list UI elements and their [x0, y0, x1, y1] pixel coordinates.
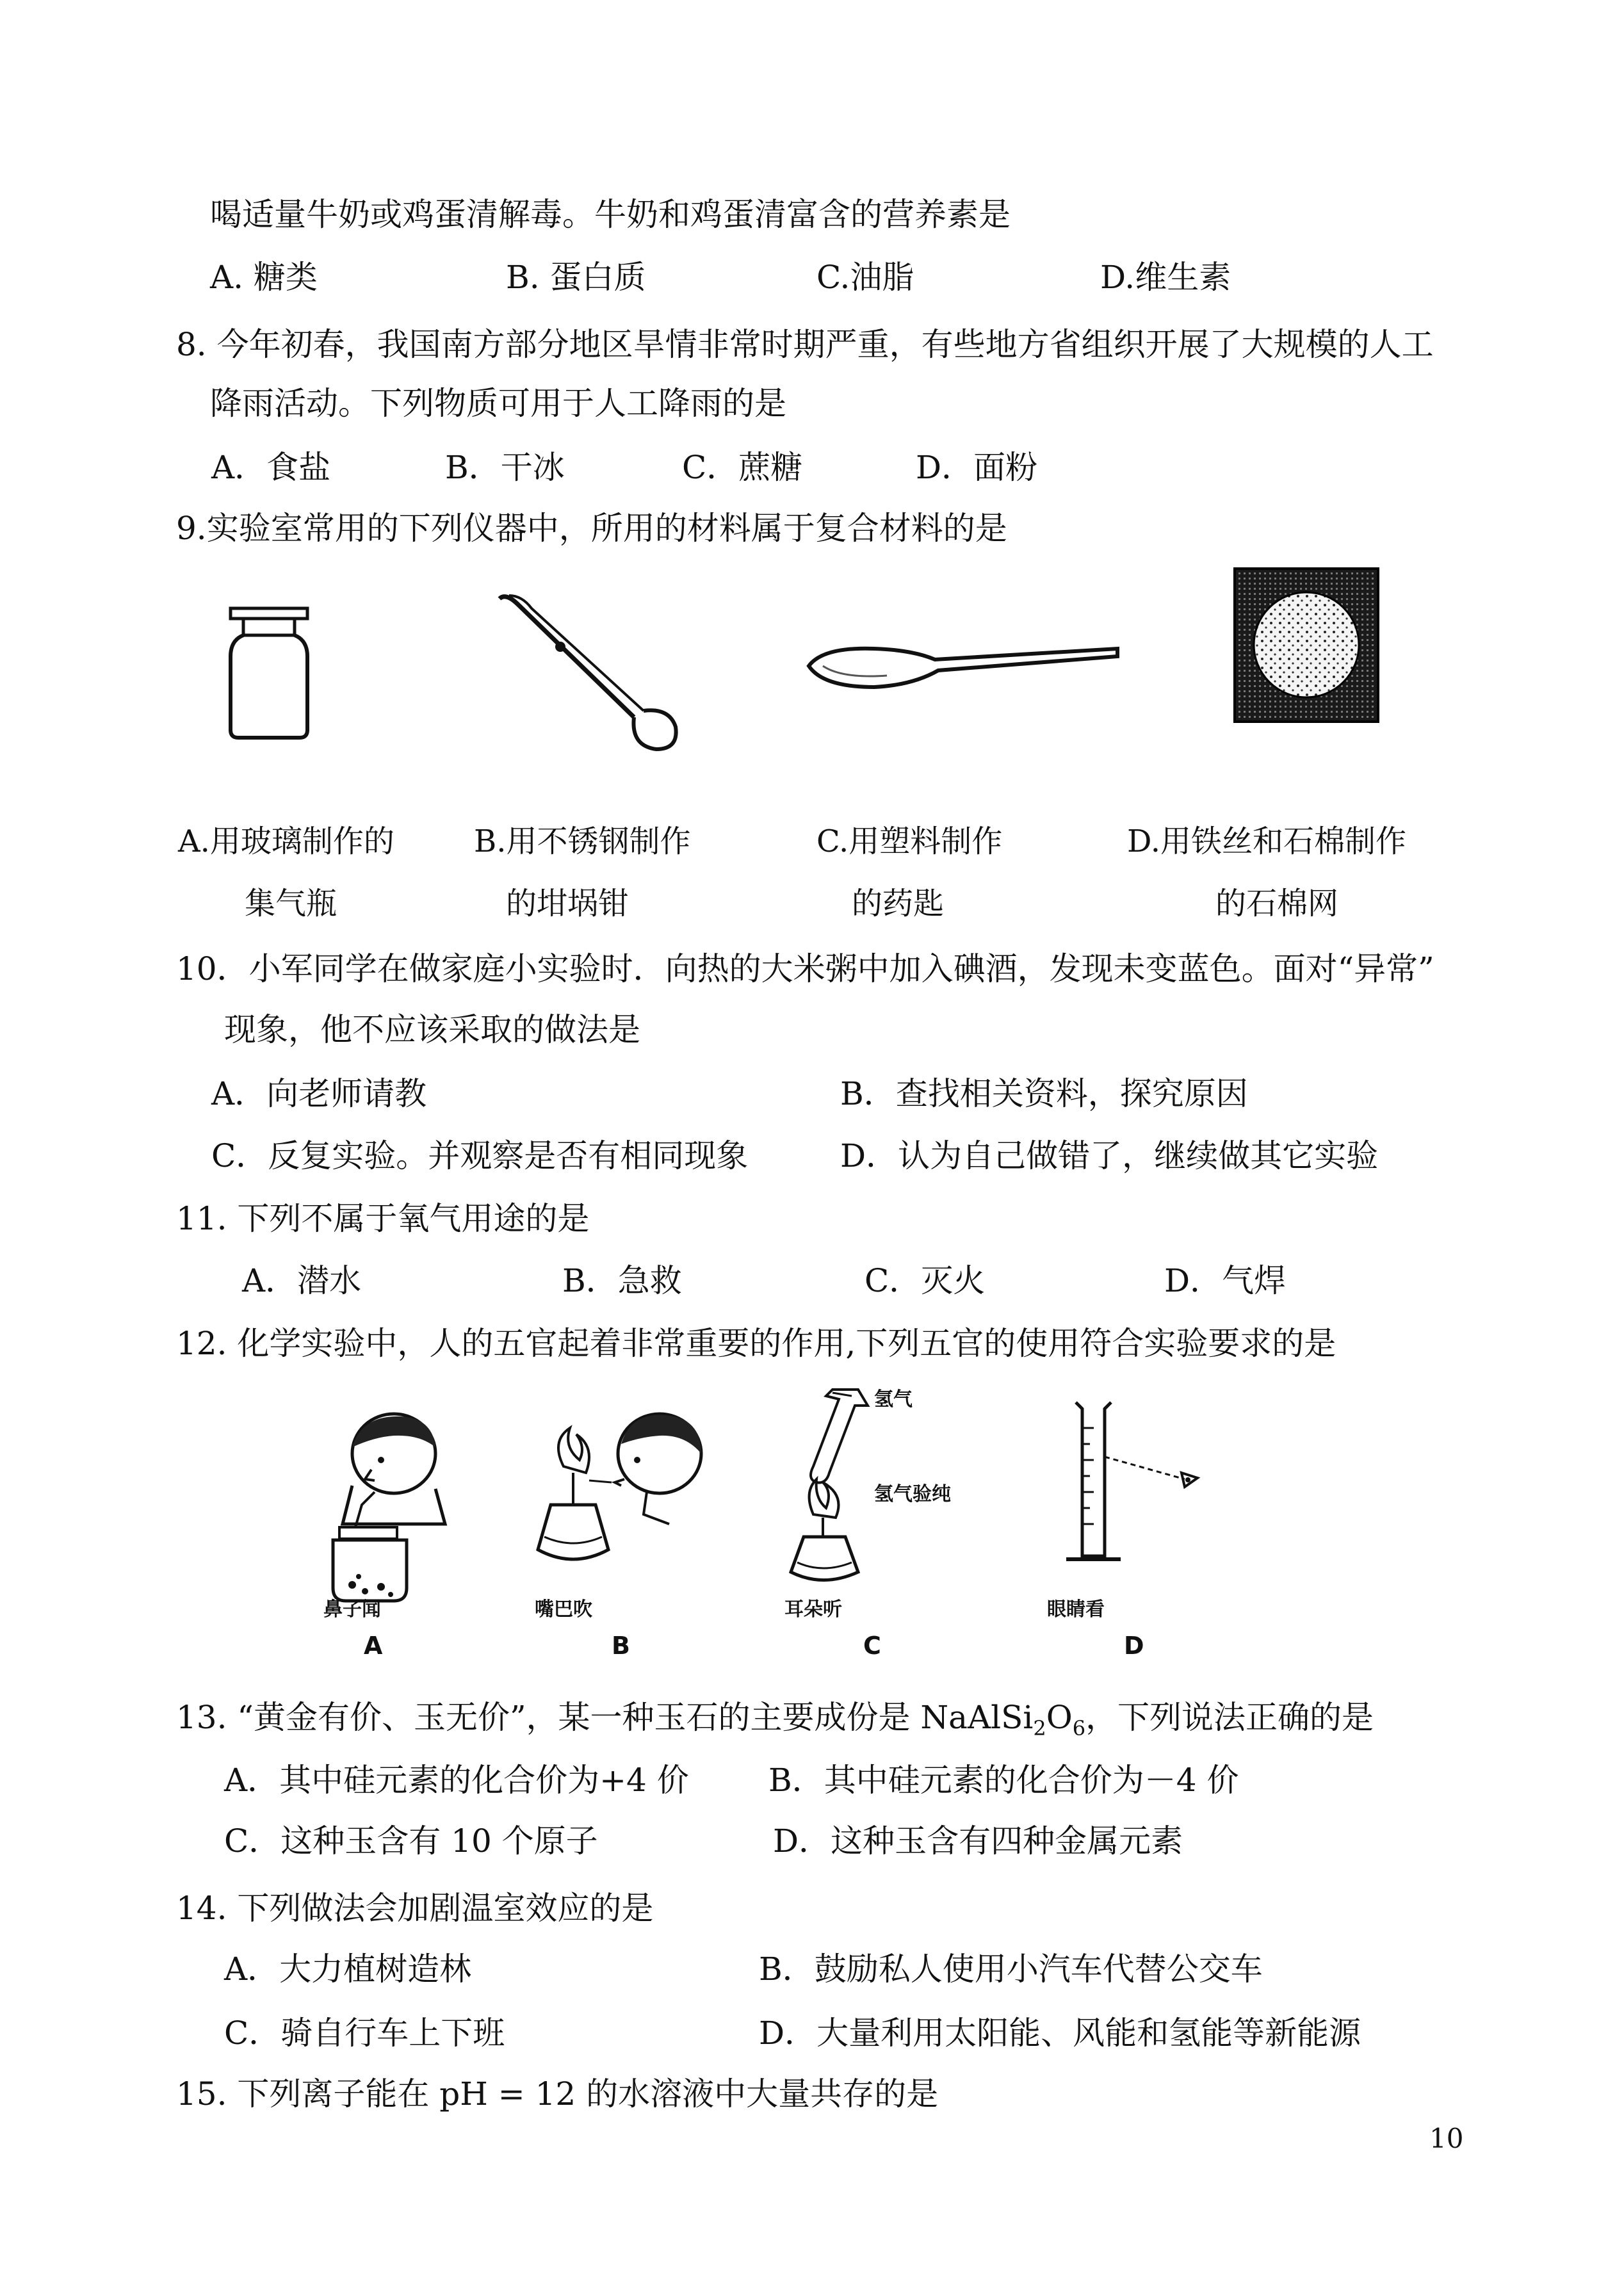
- q13-text: 13. “黄金有价、玉无价”，某一种玉石的主要成份是 $NaAlSi_2O_6$，下列说法正确的是: [176, 1699, 1374, 1740]
- q7-text: 喝适量牛奶或鸡蛋清解毒。牛奶和鸡蛋清富含的营养素是: [210, 196, 1011, 233]
- q13-option-c: C．这种玉含有 10 个原子: [224, 1822, 598, 1860]
- q8-option-b: B．干冰: [445, 449, 565, 486]
- q9-caption-a-line2: 集气瓶: [245, 886, 337, 921]
- q9-caption-d-line1: D.用铁丝和石棉制作: [1127, 823, 1407, 859]
- graduated-cylinder-figure: [1050, 1396, 1217, 1575]
- smell-figure: [317, 1409, 464, 1620]
- q11-option-b: B．急救: [562, 1262, 682, 1299]
- q12-label-c: 耳朵听: [784, 1598, 842, 1621]
- q8-text-line2: 降雨活动。下列物质可用于人工降雨的是: [210, 385, 786, 422]
- q11-option-a: A．潜水: [242, 1262, 362, 1299]
- blow-figure: [525, 1409, 717, 1594]
- q14-option-a: A．大力植树造林: [224, 1950, 472, 1988]
- q7-option-b: B. 蛋白质: [506, 259, 646, 296]
- q12-letter-d: D: [1124, 1632, 1144, 1660]
- q13-option-d: D．这种玉含有四种金属元素: [773, 1822, 1183, 1860]
- q8-option-d: D．面粉: [916, 449, 1038, 486]
- q14-option-b: B．鼓励私人使用小汽车代替公交车: [759, 1950, 1263, 1988]
- q14-option-c: C．骑自行车上下班: [224, 2015, 505, 2052]
- crucible-tongs-figure: [493, 589, 685, 756]
- medicine-spoon-figure: [804, 631, 1124, 701]
- q7-option-a: A. 糖类: [210, 259, 318, 296]
- q8-option-c: C．蔗糖: [682, 449, 803, 486]
- q12-tube-label: 氢气: [874, 1388, 913, 1411]
- q7-option-d: D.维生素: [1100, 259, 1231, 296]
- q12-label-d: 眼睛看: [1047, 1598, 1105, 1621]
- q12-letter-a: A: [364, 1632, 383, 1660]
- q10-option-d: D．认为自己做错了，继续做其它实验: [840, 1137, 1379, 1174]
- q8-text-line1: 8. 今年初春，我国南方部分地区旱情非常时期严重，有些地方省组织开展了大规模的人工: [176, 326, 1434, 363]
- q9-caption-b-line2: 的坩埚钳: [506, 886, 629, 921]
- q12-letter-b: B: [612, 1632, 630, 1660]
- asbestos-gauze-figure: [1233, 567, 1380, 724]
- q10-option-c: C．反复实验。并观察是否有相同现象: [211, 1137, 749, 1174]
- q12-test-label: 氢气验纯: [874, 1483, 951, 1505]
- q9-caption-b-line1: B.用不锈钢制作: [474, 823, 691, 859]
- q12-letter-c: C: [863, 1632, 881, 1660]
- q11-option-d: D．气焊: [1164, 1262, 1287, 1299]
- q14-text: 14. 下列做法会加剧温室效应的是: [176, 1890, 654, 1927]
- q12-label-a: 鼻子闻: [323, 1598, 381, 1621]
- q9-caption-d-line2: 的石棉网: [1215, 886, 1339, 921]
- page-number: 10: [1429, 2123, 1464, 2154]
- q10-option-a: A．向老师请教: [211, 1075, 427, 1112]
- q11-option-c: C．灭火: [865, 1262, 986, 1299]
- q8-option-a: A．食盐: [211, 449, 331, 486]
- q13-option-a: A．其中硅元素的化合价为+4 价: [224, 1762, 689, 1799]
- q10-option-b: B．查找相关资料，探究原因: [840, 1075, 1248, 1112]
- q9-caption-c-line2: 的药匙: [852, 886, 945, 921]
- q10-text-line2: 现象，他不应该采取的做法是: [224, 1011, 640, 1048]
- q12-label-b: 嘴巴吹: [535, 1598, 592, 1621]
- q9-text: 9.实验室常用的下列仪器中，所用的材料属于复合材料的是: [176, 510, 1007, 547]
- q9-caption-a-line1: A.用玻璃制作的: [178, 823, 394, 859]
- q13-option-b: B．其中硅元素的化合价为－4 价: [768, 1762, 1239, 1799]
- q10-text-line1: 10．小军同学在做家庭小实验时．向热的大米粥中加入碘酒，发现未变蓝色。面对“异常”: [176, 950, 1434, 987]
- q15-text: 15. 下列离子能在 pH = 12 的水溶液中大量共存的是: [176, 2075, 939, 2113]
- q7-option-c: C.油脂: [816, 259, 914, 296]
- gas-jar-figure: [218, 602, 320, 743]
- q9-caption-c-line1: C.用塑料制作: [816, 823, 1003, 859]
- q11-text: 11. 下列不属于氧气用途的是: [176, 1200, 590, 1237]
- q14-option-d: D．大量利用太阳能、风能和氢能等新能源: [759, 2015, 1361, 2052]
- q12-text: 12. 化学实验中，人的五官起着非常重要的作用,下列五官的使用符合实验要求的是: [176, 1325, 1336, 1362]
